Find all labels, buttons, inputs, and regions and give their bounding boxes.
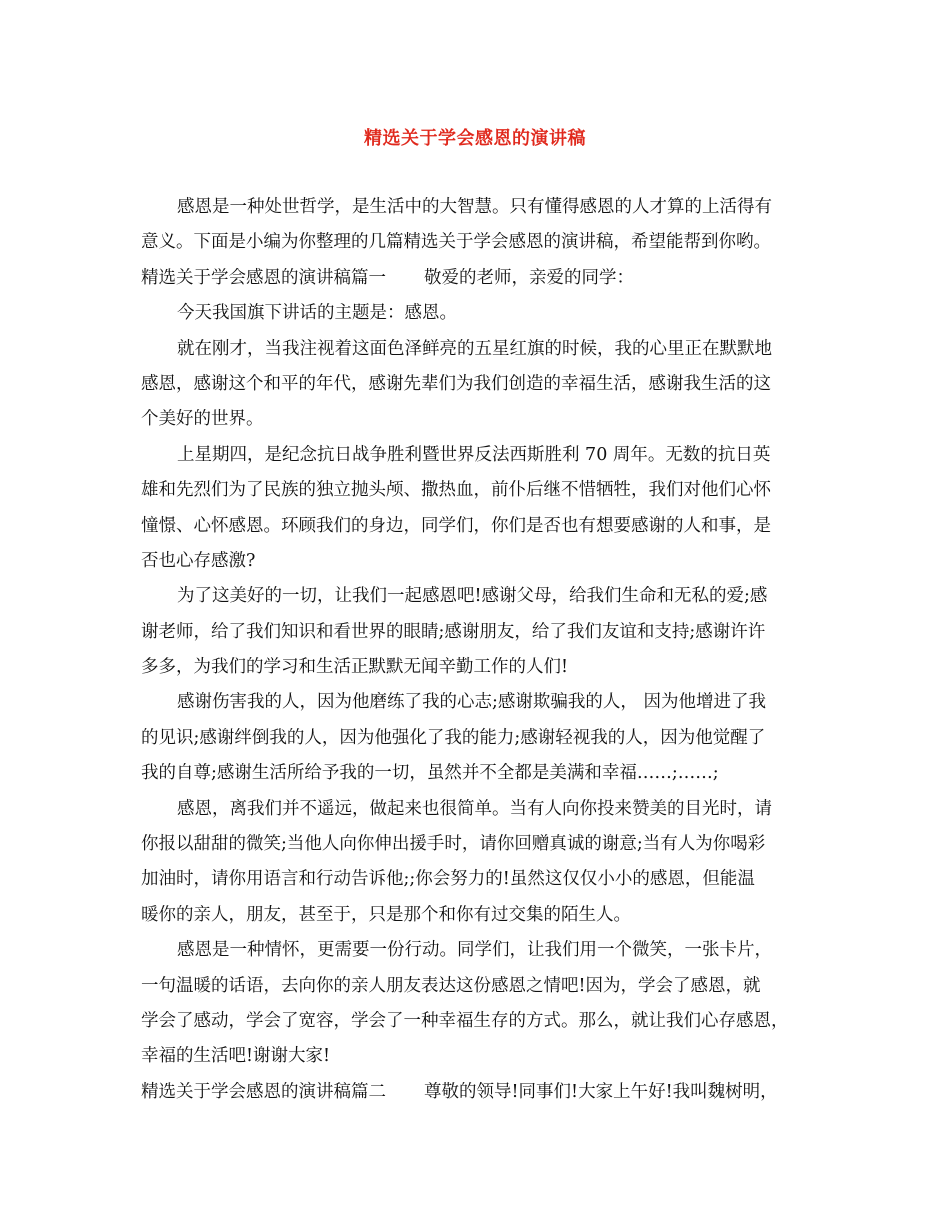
salutation: 敬爱的老师，亲爱的同学： — [424, 267, 634, 288]
paragraph-line: 个美好的世界。 — [141, 409, 264, 430]
paragraph-line: 感谢伤害我的人，因为他磨练了我的心志;感谢欺骗我的人， 因为他增进了我 — [177, 692, 766, 713]
paragraph-line: 为了这美好的一切，让我们一起感恩吧!感谢父母，给我们生命和无私的爱;感 — [177, 586, 768, 607]
paragraph-line: 感恩是一种情怀，更需要一份行动。同学们，让我们用一个微笑，一张卡片， — [177, 940, 772, 961]
paragraph-line: 就在刚才，当我注视着这面色泽鲜亮的五星红旗的时候，我的心里正在默默地 — [177, 338, 772, 359]
paragraph-line: 多多，为我们的学习和生活正默默无闻辛勤工作的人们! — [141, 657, 569, 678]
section-heading-line — [141, 1075, 813, 1110]
paragraph-line: 感恩，感谢这个和平的年代，感谢先辈们为我们创造的幸福生活，感谢我生活的这 — [141, 373, 771, 394]
document-title: 精选关于学会感恩的演讲稿 — [364, 128, 586, 149]
document-body — [141, 190, 813, 1110]
paragraph-line: 上星期四，是纪念抗日战争胜利暨世界反法西斯胜利 70 周年。无数的抗日英 — [177, 444, 771, 465]
paragraph-line: 憧憬、心怀感恩。环顾我们的身边，同学们，你们是否也有想要感谢的人和事，是 — [141, 515, 771, 536]
paragraph-line: 暖你的亲人，朋友，甚至于，只是那个和你有过交集的陌生人。 — [141, 904, 631, 925]
paragraph-line: 感恩，离我们并不遥远，做起来也很简单。当有人向你投来赞美的目光时，请 — [177, 798, 772, 819]
section-heading-line — [141, 261, 813, 296]
section-heading: 精选关于学会感恩的演讲稿篇一 — [141, 267, 386, 288]
paragraph-line: 学会了感动，学会了宽容，学会了一种幸福生存的方式。那么，就让我们心存感恩， — [141, 1010, 789, 1031]
paragraph-line: 雄和先烈们为了民族的独立抛头颅、撒热血，前仆后继不惜牺牲，我们对他们心怀 — [141, 480, 771, 501]
salutation: 尊敬的领导!同事们!大家上午好!我叫魏树明， — [424, 1081, 778, 1102]
paragraph-line: 加油时，请你用语言和行动告诉他;;你会努力的!虽然这仅仅小小的感恩，但能温 — [141, 869, 755, 890]
paragraph-line: 感恩是一种处世哲学，是生活中的大智慧。只有懂得感恩的人才算的上活得有 — [177, 197, 772, 217]
paragraph-line: 我的自尊;感谢生活所给予我的一切，虽然并不全都是美满和幸福……;……; — [141, 763, 719, 784]
paragraph-line: 否也心存感激? — [141, 550, 256, 571]
paragraph-line: 意义。下面是小编为你整理的几篇精选关于学会感恩的演讲稿，希望能帮到你哟。 — [141, 232, 771, 253]
paragraph-line: 你报以甜甜的微笑;当他人向你伸出援手时，请你回赠真诚的谢意;当有人为你喝彩 — [141, 834, 766, 855]
section-heading: 精选关于学会感恩的演讲稿篇二 — [141, 1081, 386, 1102]
paragraph-line: 的见识;感谢绊倒我的人，因为他强化了我的能力;感谢轻视我的人，因为他觉醒了 — [141, 727, 766, 748]
paragraph-line: 幸福的生活吧!谢谢大家! — [141, 1046, 331, 1067]
paragraph-line: 一句温暖的话语，去向你的亲人朋友表达这份感恩之情吧!因为，学会了感恩，就 — [141, 975, 761, 996]
paragraph-line: 谢老师，给了我们知识和看世界的眼睛;感谢朋友，给了我们友谊和支持;感谢许许 — [141, 621, 766, 642]
paragraph-line: 今天我国旗下讲话的主题是：感恩。 — [177, 303, 457, 324]
